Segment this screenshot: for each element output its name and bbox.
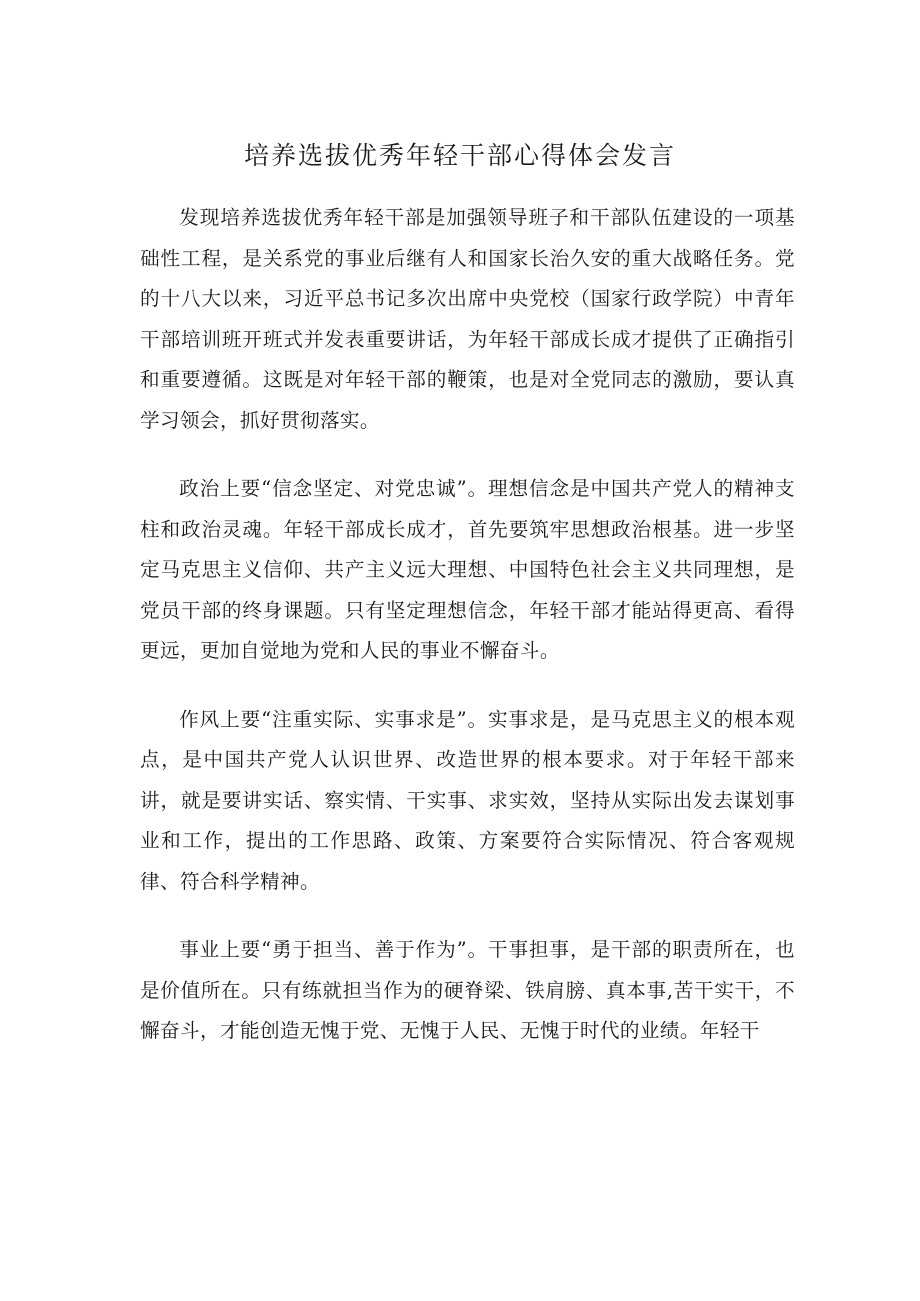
document-body <box>140 198 795 1080</box>
paragraph-career: 事业上要“勇于担当、善于作为”。干事担事，是干部的职责所在，也是价值所在。只有练就担当作为的硬脊梁、铁肩膀、真本事,苦干实干，不懈奋斗，才能创造无愧于党、无愧于人民、无愧于时代的业绩。年轻干 <box>140 938 795 1042</box>
document-title: 培养选拔优秀年轻干部心得体会发言 <box>243 141 676 170</box>
paragraph-introduction: 发现培养选拔优秀年轻干部是加强领导班子和干部队伍建设的一项基础性工程，是关系党的事业后继有人和国家长治久安的重大战略任务。党的十八大以来，习近平总书记多次出席中央党校（国家行政学院）中青年干部培训班开班式并发表重要讲话，为年轻干部成长成才提供了正确指引和重要遵循。这既是对年轻干部的鞭策，也是对全党同志的激励，要认真学习领会，抓好贯彻落实。 <box>140 206 795 432</box>
paragraph-political: 政治上要“信念坚定、对党忠诚”。理想信念是中国共产党人的精神支柱和政治灵魂。年轻干部成长成才，首先要筑牢思想政治根基。进一步坚定马克思主义信仰、共产主义远大理想、中国特色社会主义共同理想，是党员干部的终身课题。只有坚定理想信念，年轻干部才能站得更高、看得更远，更加自觉地为党和人民的事业不懈奋斗。 <box>140 477 795 662</box>
paragraph-work-style: 作风上要“注重实际、实事求是”。实事求是，是马克思主义的根本观点，是中国共产党人认识世界、改造世界的根本要求。对于年轻干部来讲，就是要讲实话、察实情、干实事、求实效，坚持从实际出发去谋划事业和工作，提出的工作思路、政策、方案要符合实际情况、符合客观规律、符合科学精神。 <box>140 707 795 893</box>
